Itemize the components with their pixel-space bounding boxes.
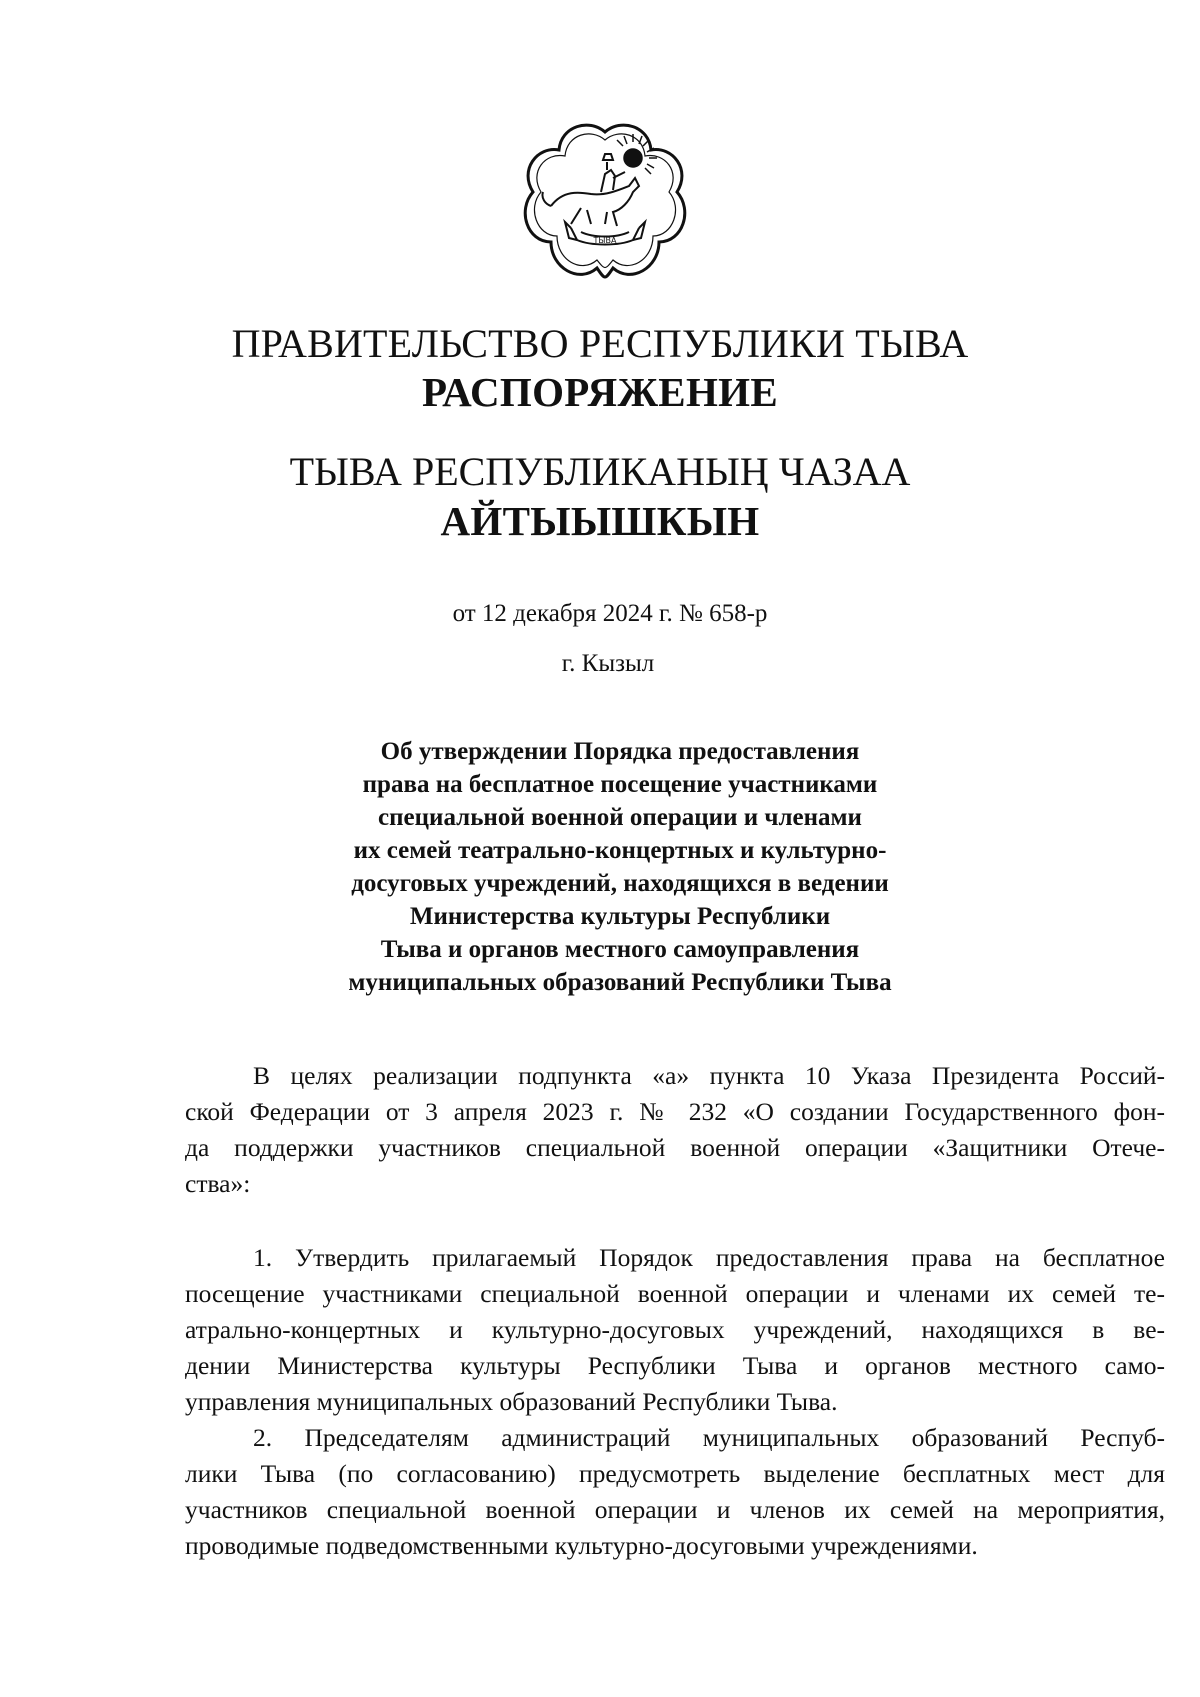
paragraph-line: 2. Председателям администраций муниципальных образований Респуб- (253, 1423, 1165, 1452)
preamble-paragraph (185, 1058, 1165, 1202)
document-type-ru: РАСПОРЯЖЕНИЕ (422, 369, 778, 415)
title-line: Тыва и органов местного самоуправления (380, 936, 860, 963)
document-date-number: от 12 декабря 2024 г. № 658-р (452, 600, 768, 627)
title-line: Об утверждении Порядка предоставления (380, 738, 860, 765)
paragraph-line: 1. Утвердить прилагаемый Порядок предоставления права на бесплатное (253, 1243, 1165, 1272)
paragraph-line: лики Тыва (по согласованию) предусмотреть выделение бесплатных мест для (185, 1459, 1165, 1488)
paragraph-line: да поддержки участников специальной военной операции «Защитники Отече- (185, 1133, 1165, 1162)
item-1-paragraph (185, 1240, 1165, 1420)
title-line: Министерства культуры Республики (409, 903, 831, 930)
paragraph-line: посещение участниками специальной военной операции и членами их семей те- (185, 1279, 1165, 1308)
emblem-ribbon-text: ТЫВА (593, 236, 617, 245)
title-line: специальной военной операции и членами (378, 804, 862, 831)
document-type-tyv: АЙТЫЫШКЫН (440, 498, 760, 544)
paragraph-line: атрально-концертных и культурно-досуговых учреждений, находящихся в ве- (185, 1315, 1165, 1344)
title-line: муниципальных образований Республики Тыва (348, 969, 892, 996)
paragraph-line: дении Министерства культуры Республики Тыва и органов местного само- (185, 1351, 1165, 1380)
document-title (330, 735, 910, 999)
title-line: досуговых учреждений, находящихся в ведении (351, 870, 889, 897)
government-title-ru: ПРАВИТЕЛЬСТВО РЕСПУБЛИКИ ТЫВА (231, 321, 969, 366)
title-line: их семей театрально-концертных и культурно- (353, 837, 887, 864)
paragraph-line: участников специальной военной операции и членов их семей на мероприятия, (185, 1495, 1165, 1524)
paragraph-line: ской Федерации от 3 апреля 2023 г. № 232 «О создании Государственного фон- (185, 1097, 1165, 1126)
government-title-tyv: ТЫВА РЕСПУБЛИКАНЫҢ ЧАЗАА (289, 449, 911, 494)
item-2-paragraph (185, 1420, 1165, 1564)
paragraph-line: проводимые подведомственными культурно-досуговыми учреждениями. (185, 1531, 978, 1560)
title-line: права на бесплатное посещение участниками (362, 771, 878, 798)
paragraph-line: В целях реализации подпункта «а» пункта 10 Указа Президента Россий- (253, 1061, 1165, 1090)
paragraph-line: управления муниципальных образований Республики Тыва. (185, 1387, 838, 1416)
paragraph-line: ства»: (185, 1169, 251, 1198)
tuva-coat-of-arms-icon (521, 120, 689, 288)
document-city: г. Кызыл (561, 650, 655, 677)
